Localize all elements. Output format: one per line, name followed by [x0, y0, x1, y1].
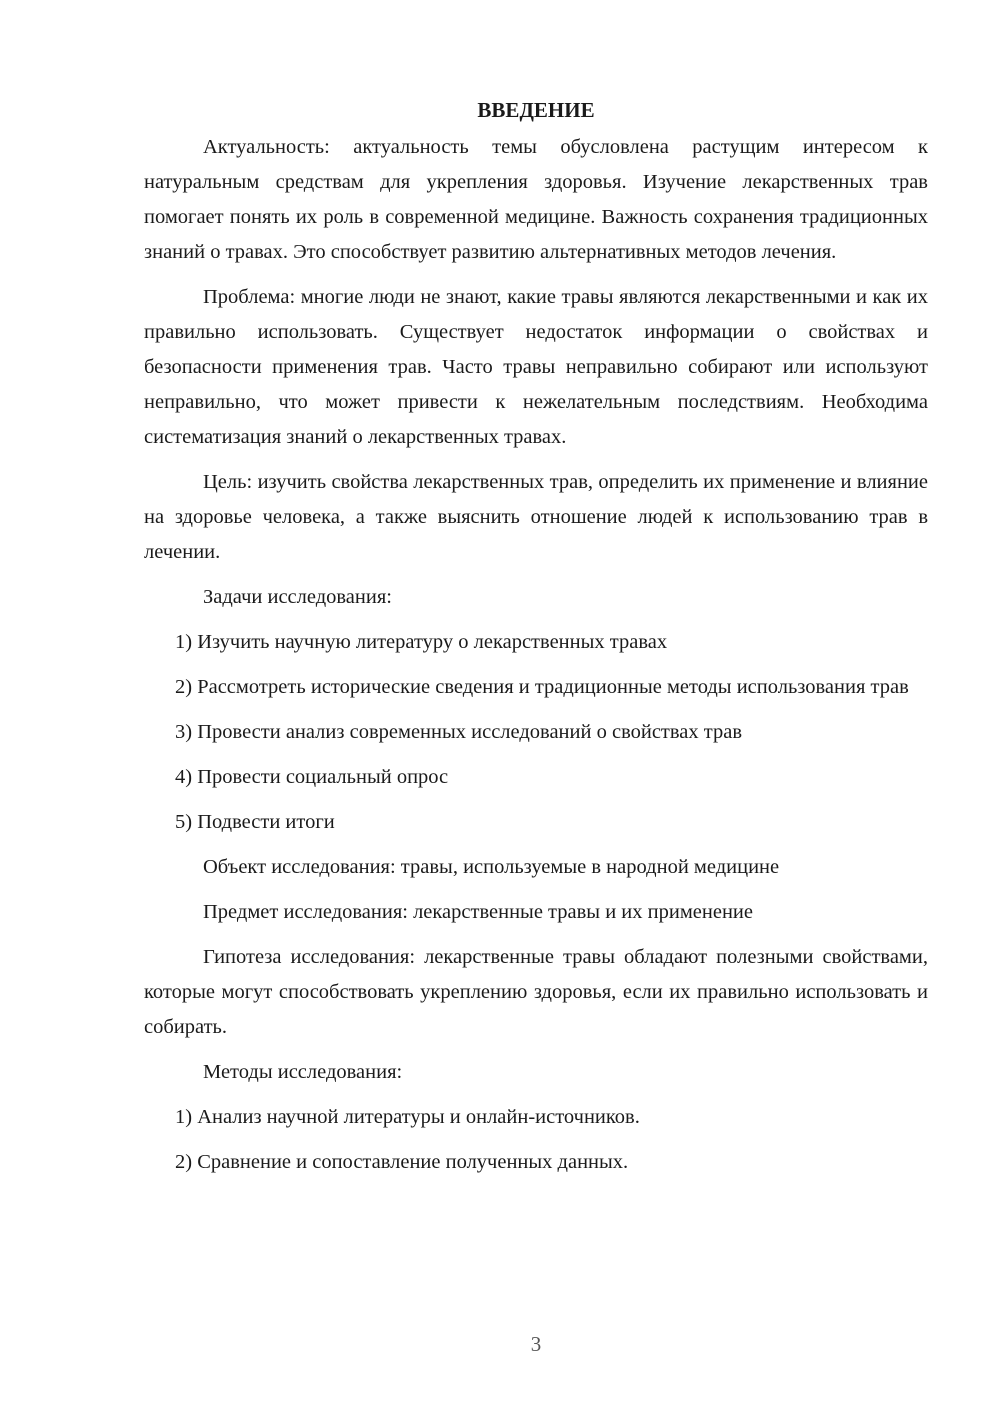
page-number: 3: [530, 1332, 542, 1356]
research-subject: Предмет исследования: лекарственные травы и их применение: [203, 901, 754, 923]
task-item: 2) Рассмотреть исторические сведения и традиционные методы использования трав: [175, 676, 909, 698]
hypothesis-paragraph: Гипотеза исследования: лекарственные травы обладают полезными свойствами, которые могут способствовать укреплению здоровья, если их правильно использовать и собирать.: [144, 946, 928, 1038]
task-item: 1) Изучить научную литературу о лекарственных травах: [175, 631, 668, 653]
task-item: 4) Провести социальный опрос: [175, 766, 449, 788]
methods-heading: Методы исследования:: [203, 1061, 403, 1083]
research-object: Объект исследования: травы, используемые в народной медицине: [203, 856, 780, 878]
relevance-paragraph: Актуальность: актуальность темы обусловлена растущим интересом к натуральным средствам для укрепления здоровья. Изучение лекарственных трав помогает понять их роль в современной медицине. Важность сохранения традиционных знаний о травах. Это способствует развитию альтернативных методов лечения.: [144, 136, 928, 263]
goal-paragraph: Цель: изучить свойства лекарственных трав, определить их применение и влияние на здоровье человека, а также выяснить отношение людей к использованию трав в лечении.: [144, 471, 928, 563]
task-item: 3) Провести анализ современных исследований о свойствах трав: [175, 721, 743, 743]
method-item: 2) Сравнение и сопоставление полученных данных.: [175, 1151, 629, 1173]
section-title: ВВЕДЕНИЕ: [477, 98, 595, 122]
method-item: 1) Анализ научной литературы и онлайн-источников.: [175, 1106, 640, 1128]
document-page: [144, 92, 928, 1190]
task-item: 5) Подвести итоги: [175, 811, 335, 833]
problem-paragraph: Проблема: многие люди не знают, какие травы являются лекарственными и как их правильно использовать. Существует недостаток информации о свойствах и безопасности применения трав. Часто травы неправильно собирают или используют неправильно, что может привести к нежелательным последствиям. Необходима систематизация знаний о лекарственных травах.: [144, 286, 928, 448]
tasks-heading: Задачи исследования:: [203, 586, 392, 608]
